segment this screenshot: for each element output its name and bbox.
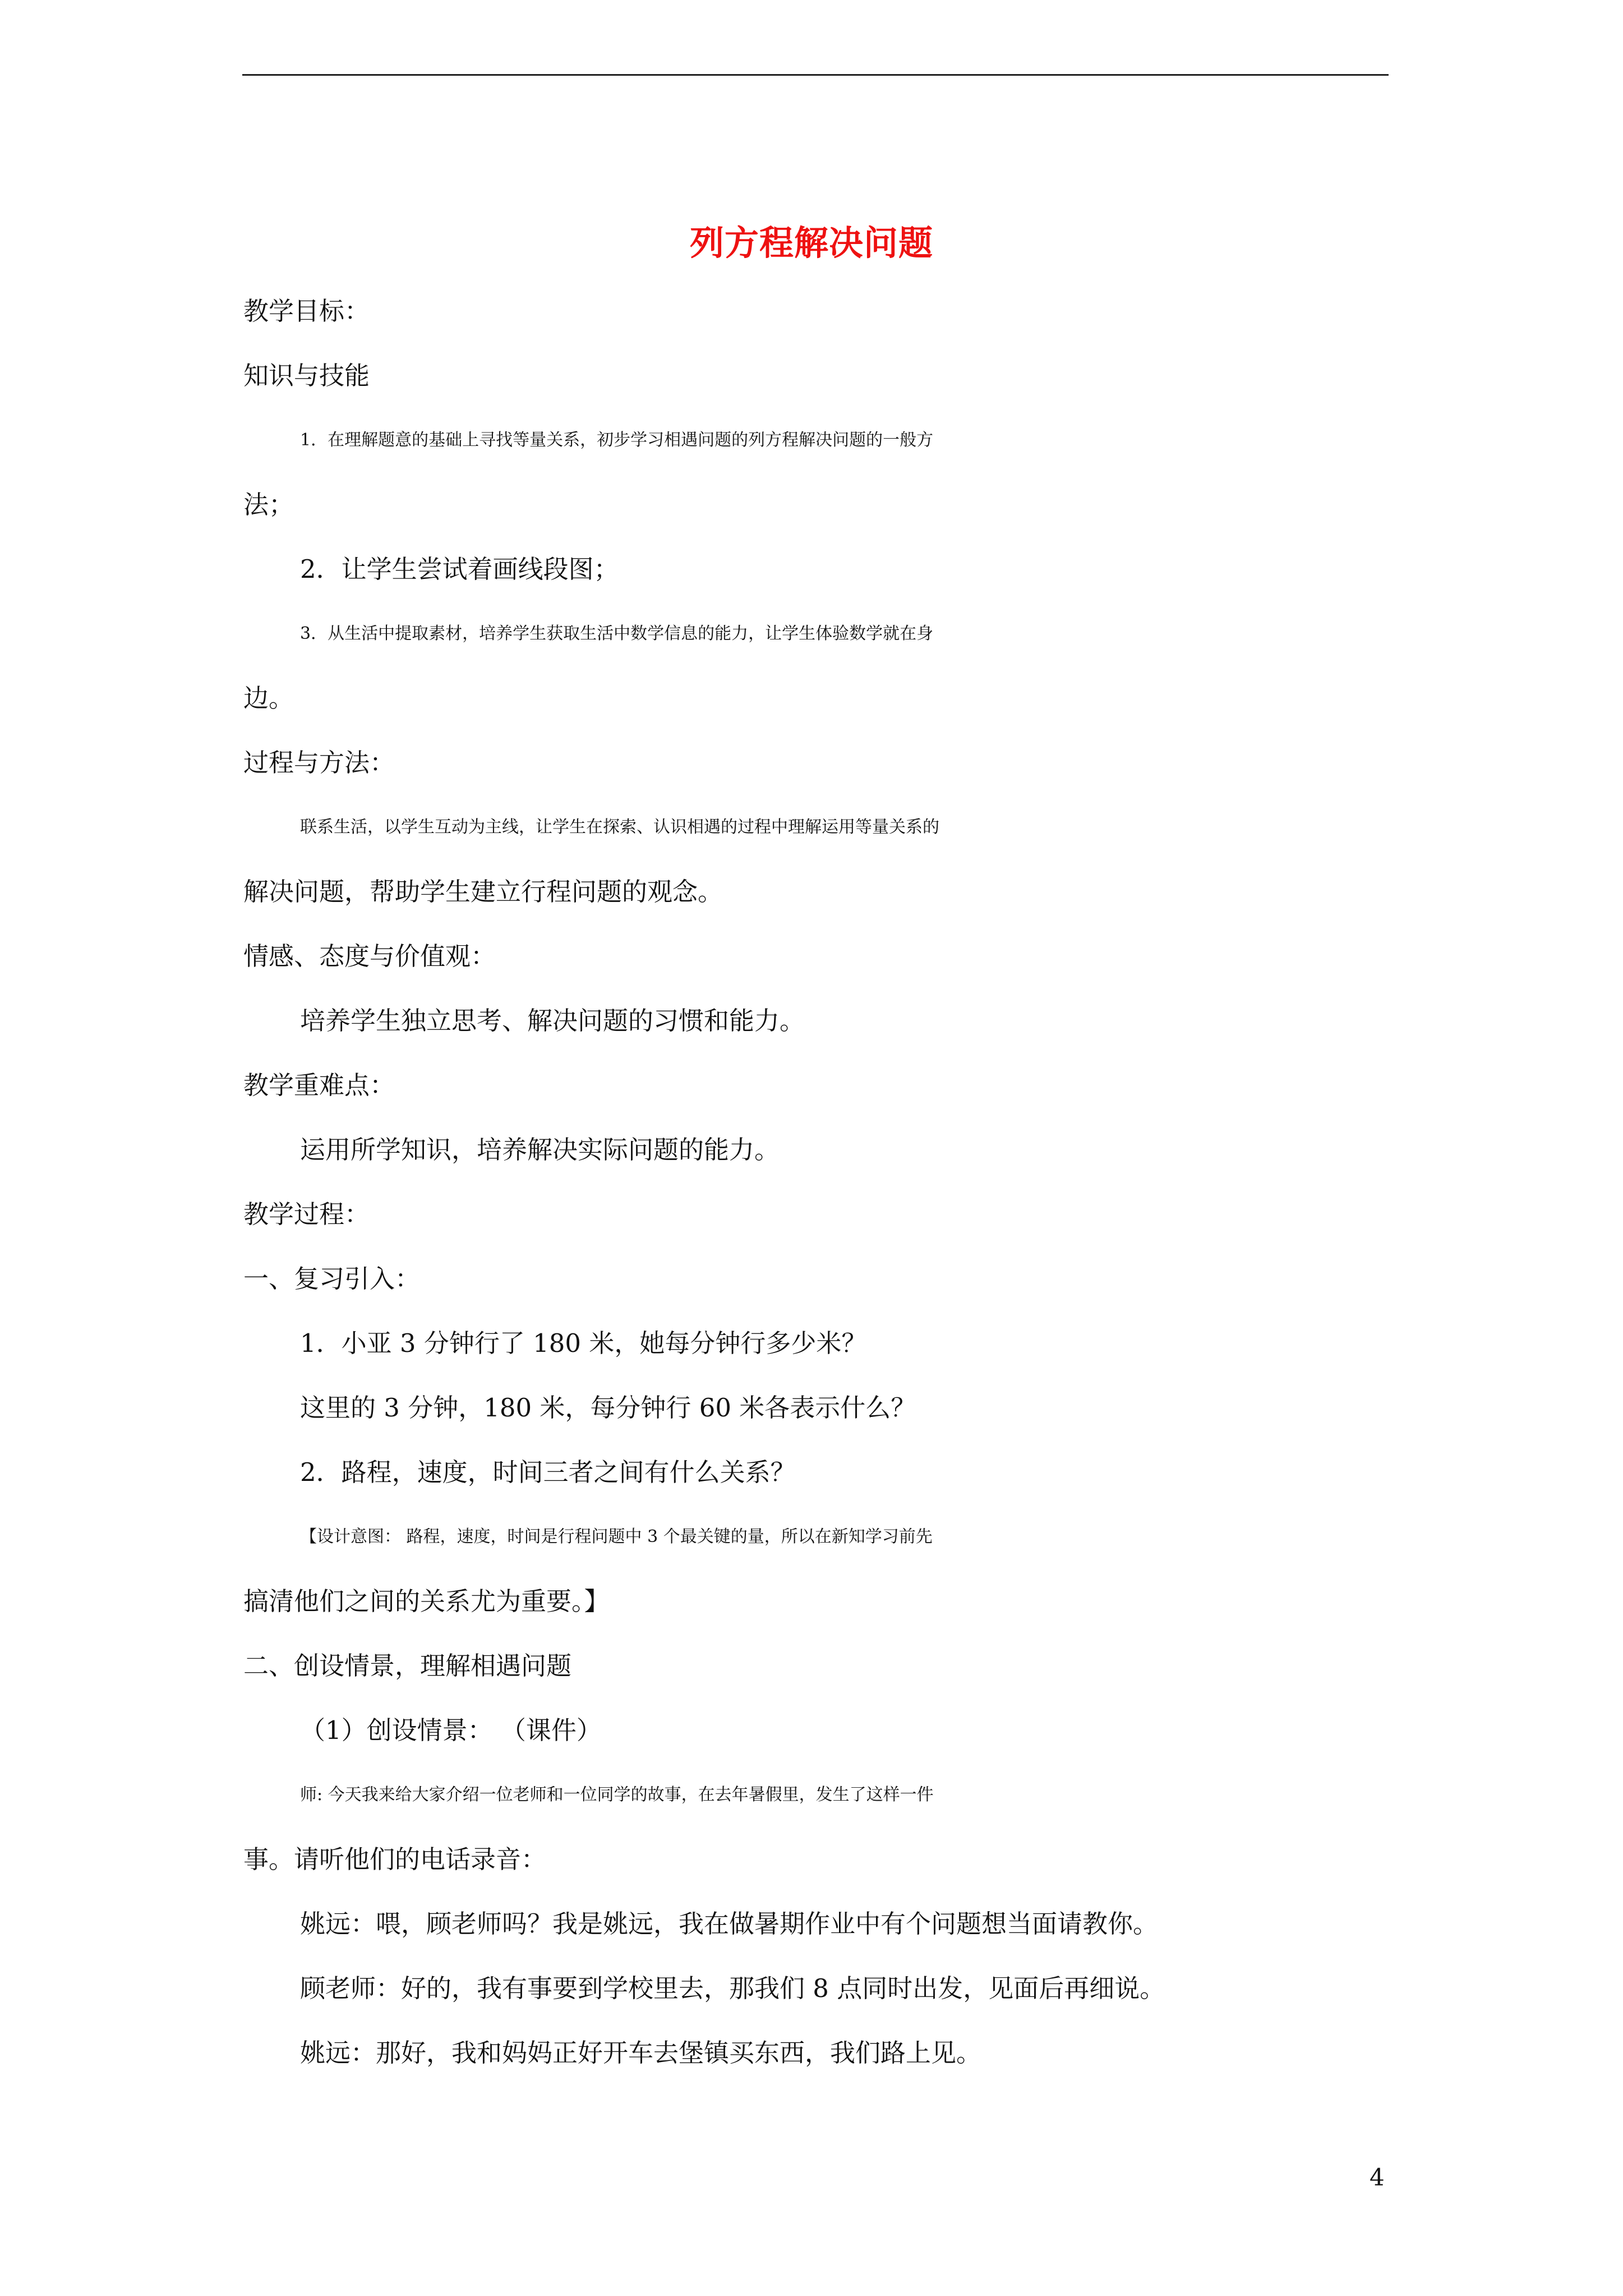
body-paragraph: （1）创设情景： （课件）	[300, 1715, 602, 1745]
section-heading: 知识与技能	[243, 361, 370, 390]
paragraph-line: 联系生活，以学生互动为主线，让学生在探索、认识相遇的过程中理解运用等量关系的	[300, 817, 939, 837]
section-heading: 情感、态度与价值观：	[243, 941, 496, 971]
body-paragraph	[243, 1523, 1390, 1616]
body-paragraph	[243, 620, 1390, 712]
body-paragraph: 姚远：那好，我和妈妈正好开车去堡镇买东西，我们路上见。	[300, 2038, 982, 2068]
section-heading: 一、复习引入：	[243, 1264, 421, 1294]
body-paragraph: 2．让学生尝试着画线段图；	[300, 554, 619, 584]
section-heading: 教学重难点：	[243, 1070, 395, 1100]
paragraph-line: 法；	[243, 490, 294, 519]
paragraph-line: 师: 今天我来给大家介绍一位老师和一位同学的故事，在去年暑假里，发生了这样一件	[300, 1785, 934, 1805]
paragraph-line: 解决问题，帮助学生建立行程问题的观念。	[243, 877, 723, 907]
body-paragraph: 1．小亚 3 分钟行了 180 米，她每分钟行多少米？	[300, 1328, 867, 1358]
paragraph-line: 3．从生活中提取素材，培养学生获取生活中数学信息的能力，让学生体验数学就在身	[300, 624, 934, 643]
body-paragraph: 姚远：喂，顾老师吗？我是姚远，我在做暑期作业中有个问题想当面请教你。	[300, 1909, 1159, 1939]
paragraph-line: 搞清他们之间的关系尤为重要。】	[243, 1586, 610, 1616]
section-heading: 二、创设情景，理解相遇问题	[243, 1651, 572, 1681]
section-heading: 过程与方法：	[243, 748, 395, 777]
page-number: 4	[1370, 2164, 1385, 2191]
paragraph-line: 事。请听他们的电话录音：	[243, 1844, 547, 1874]
body-paragraph: 培养学生独立思考、解决问题的习惯和能力。	[300, 1006, 805, 1036]
header-rule	[242, 74, 1389, 76]
section-heading: 教学过程：	[243, 1199, 370, 1229]
body-paragraph	[243, 813, 1390, 906]
section-heading: 教学目标：	[243, 296, 370, 326]
body-paragraph: 运用所学知识，培养解决实际问题的能力。	[300, 1135, 780, 1165]
body-paragraph	[243, 1781, 1390, 1874]
body-paragraph: 顾老师：好的，我有事要到学校里去，那我们 8 点同时出发，见面后再细说。	[300, 1973, 1165, 2003]
paragraph-line: 1．在理解题意的基础上寻找等量关系，初步学习相遇问题的列方程解决问题的一般方	[300, 430, 934, 450]
document-body	[243, 297, 1390, 2104]
paragraph-line: 边。	[243, 683, 294, 713]
body-paragraph	[243, 426, 1390, 519]
paragraph-line: 【设计意图： 路程，速度，时间是行程问题中 3 个最关键的量，所以在新知学习前先	[300, 1527, 933, 1547]
document-title: 列方程解决问题	[689, 223, 933, 263]
body-paragraph: 2．路程，速度，时间三者之间有什么关系？	[300, 1457, 796, 1487]
body-paragraph: 这里的 3 分钟，180 米，每分钟行 60 米各表示什么？	[300, 1393, 916, 1423]
